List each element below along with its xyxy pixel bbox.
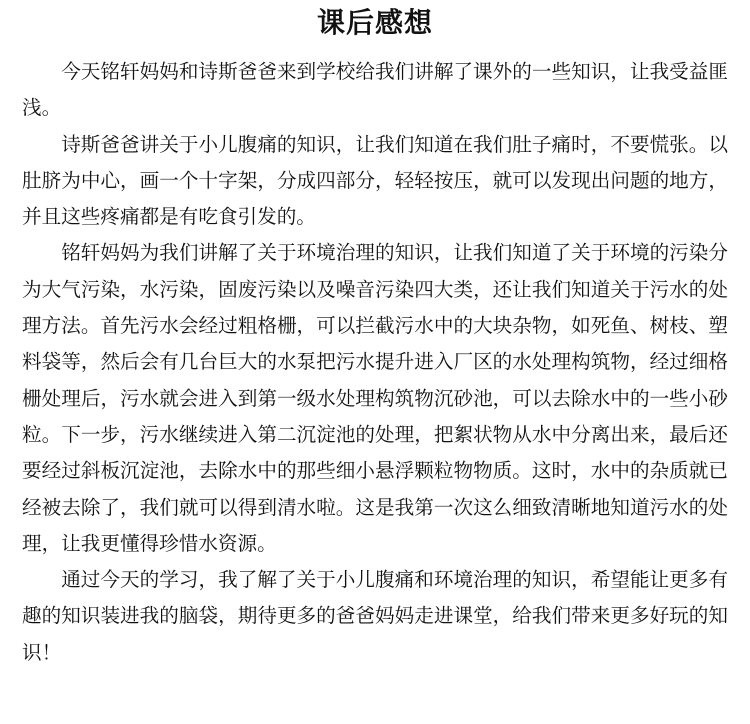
paragraph-environment: 铭轩妈妈为我们讲解了关于环境治理的知识，让我们知道了关于环境的污染分为大气污染，水污染，固废污染以及噪音污染四大类，还让我们知道关于污水的处理方法。首先污水会经过粗格栅，可以拦截污水中的大块杂物，如死鱼、树枝、塑料袋等，然后会有几台巨大的水泵把污水提升进入厂区的水处理构筑物，经过细格栅处理后，污水就会进入到第一级水处理构筑物沉砂池，可以去除水中的一些小砂粒。下一步，污水继续进入第二沉淀池的处理，把絮状物从水中分离出来，最后还要经过斜板沉淀池，去除水中的那些细小悬浮颗粒物物质。这时，水中的杂质就已经被去除了，我们就可以得到清水啦。这是我第一次这么细致清晰地知道污水的处理，让我更懂得珍惜水资源。 [22, 241, 728, 555]
paragraph-conclusion: 通过今天的学习，我了解了关于小儿腹痛和环境治理的知识，希望能让更多有趣的知识装进我的脑袋，期待更多的爸爸妈妈走进课堂，给我们带来更多好玩的知识！ [22, 568, 728, 664]
document-title: 课后感想 [316, 6, 433, 39]
paragraph-abdominal-pain: 诗斯爸爸讲关于小儿腹痛的知识，让我们知道在我们肚子痛时，不要慌张。以肚脐为中心，画一个十字架，分成四部分，轻轻按压，就可以发现出问题的地方，并且这些疼痛都是有吃食引发的。 [22, 132, 728, 229]
paragraph-intro: 今天铭轩妈妈和诗斯爸爸来到学校给我们讲解了课外的一些知识，让我受益匪浅。 [22, 60, 728, 120]
